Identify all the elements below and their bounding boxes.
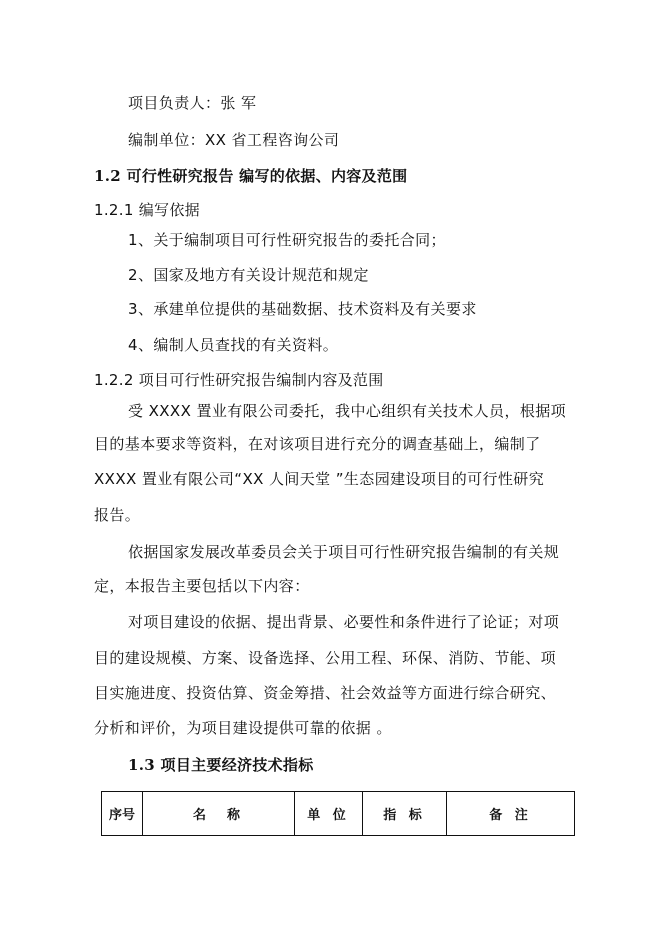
- basis-item-4: 4、编制人员查找的有关资料。: [128, 336, 339, 354]
- header-indicator: 指 标: [363, 792, 447, 836]
- section-1-2-1-heading: 1.2.1 编写依据: [94, 201, 200, 219]
- para3-line-4: 分析和评价，为项目建设提供可靠的依据 。: [94, 719, 392, 737]
- indicators-table: [101, 791, 575, 836]
- section-1-2-2-heading: 1.2.2 项目可行性研究报告编制内容及范围: [94, 371, 384, 389]
- project-leader: 项目负责人：张 军: [128, 94, 257, 112]
- para1-line-1: 受 XXXX 置业有限公司委托，我中心组织有关技术人员，根据项: [128, 402, 567, 420]
- header-unit: 单 位: [295, 792, 363, 836]
- header-remark: 备 注: [447, 792, 575, 836]
- compiling-org: 编制单位：XX 省工程咨询公司: [128, 131, 340, 149]
- table-header-row: [102, 792, 575, 836]
- header-index: 序号: [102, 792, 143, 836]
- para2-line-2: 定，本报告主要包括以下内容：: [94, 577, 310, 595]
- section-1-2-heading: 1.2 可行性研究报告 编写的依据、内容及范围: [94, 167, 408, 185]
- para3-line-2: 目的建设规模、方案、设备选择、公用工程、环保、消防、节能、项: [94, 649, 557, 667]
- para1-line-3: XXXX 置业有限公司“XX 人间天堂 ”生态园建设项目的可行性研究: [94, 470, 545, 488]
- para1-line-2: 目的基本要求等资料，在对该项目进行充分的调查基础上，编制了: [94, 435, 541, 453]
- para3-line-3: 目实施进度、投资估算、资金筹措、社会效益等方面进行综合研究、: [94, 684, 557, 702]
- basis-item-2: 2、国家及地方有关设计规范和规定: [128, 266, 369, 284]
- para2-line-1: 依据国家发展改革委员会关于项目可行性研究报告编制的有关规: [128, 543, 560, 561]
- basis-item-3: 3、承建单位提供的基础数据、技术资料及有关要求: [128, 300, 477, 318]
- para1-line-4: 报告。: [94, 506, 141, 524]
- section-1-3-heading: 1.3 项目主要经济技术指标: [128, 756, 314, 774]
- basis-item-1: 1、关于编制项目可行性研究报告的委托合同；: [128, 231, 446, 249]
- header-name: 名 称: [143, 792, 295, 836]
- para3-line-1: 对项目建设的依据、提出背景、必要性和条件进行了论证；对项: [128, 613, 560, 631]
